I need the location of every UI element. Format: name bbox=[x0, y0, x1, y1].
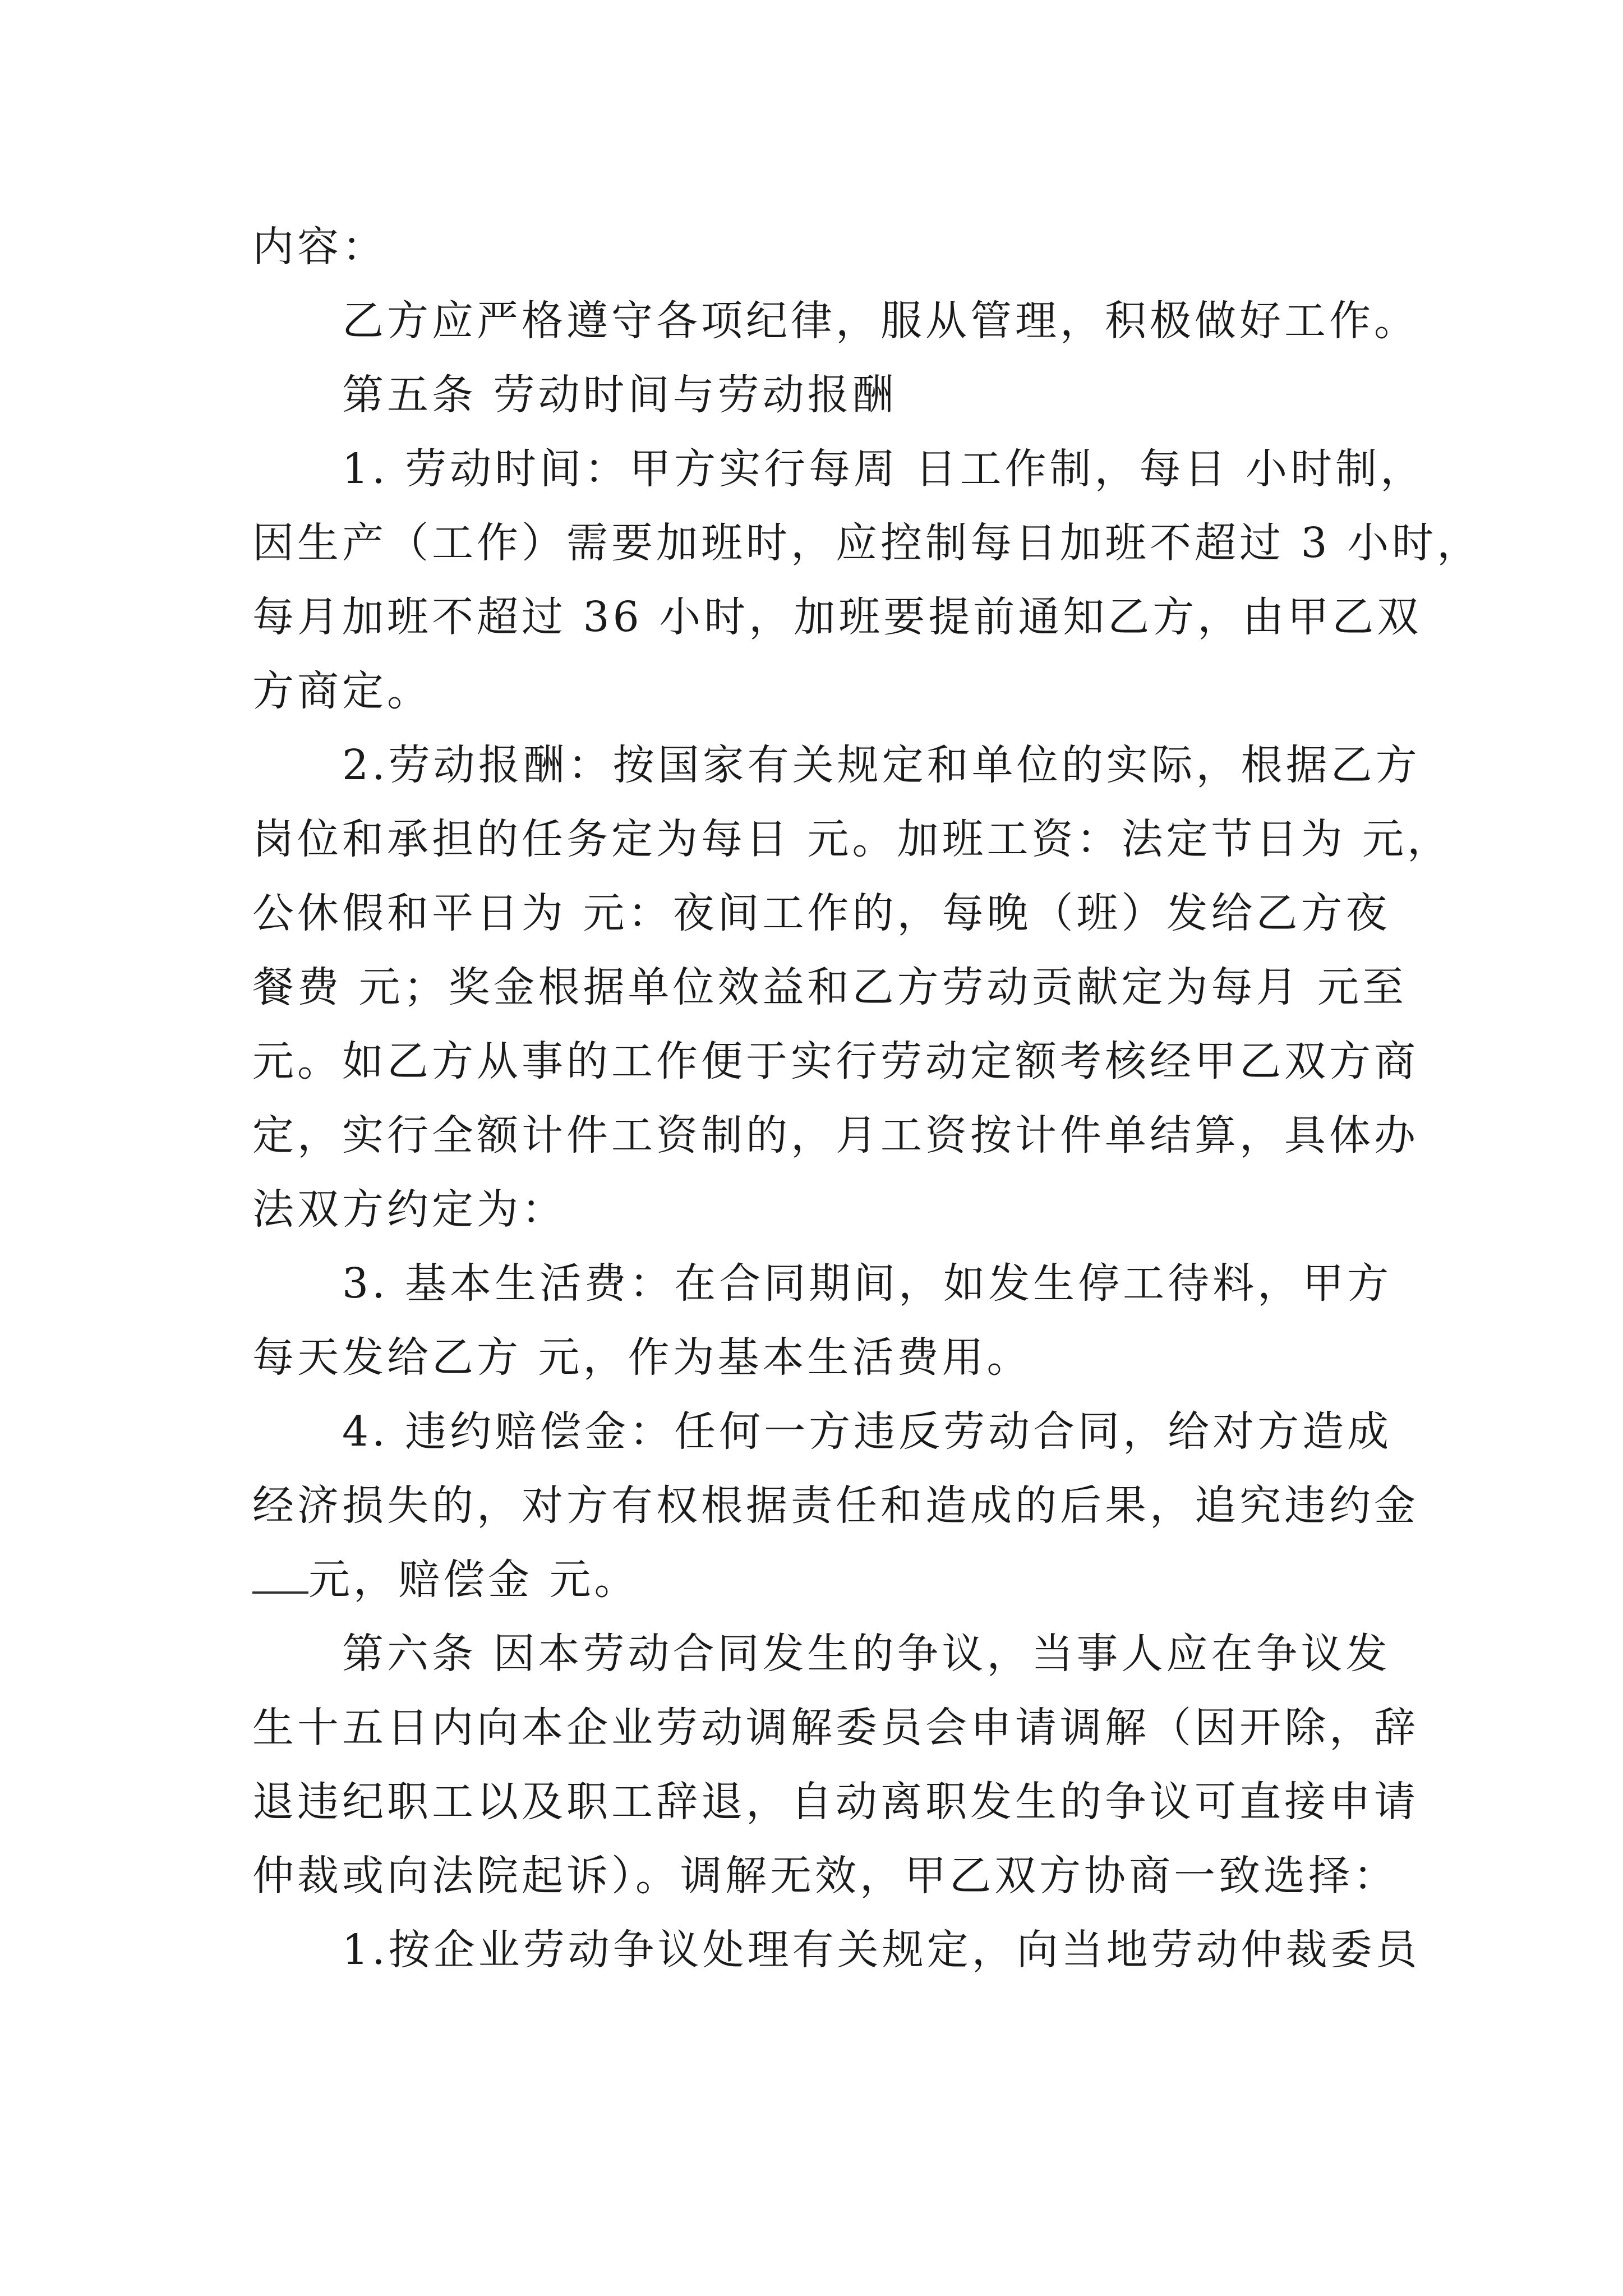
text-line: 每天发给乙方 元，作为基本生活费用。 bbox=[252, 1333, 1032, 1382]
section-heading: 第六条 因本劳动合同发生的争议，当事人应在争议发 bbox=[342, 1630, 1391, 1678]
text-line: 1.按企业劳动争议处理有关规定，向当地劳动仲裁委员 bbox=[342, 1926, 1421, 1974]
text-line: 生十五日内向本企业劳动调解委员会申请调解（因开除，辞 bbox=[252, 1704, 1419, 1752]
text-line: 法双方约定为： bbox=[252, 1185, 566, 1234]
text-line: 每月加班不超过 36 小时，加班要提前通知乙方，由甲乙双 bbox=[252, 593, 1422, 641]
section-heading: 第五条 劳动时间与劳动报酬 bbox=[342, 371, 897, 419]
text-line: 2.劳动报酬：按国家有关规定和单位的实际，根据乙方 bbox=[342, 741, 1421, 789]
text-line: 方商定。 bbox=[252, 667, 432, 715]
text-line: 1. 劳动时间：甲方实行每周 日工作制，每日 小时制， bbox=[342, 445, 1426, 493]
text-line: 内容： bbox=[252, 223, 387, 271]
text-line: 元，赔偿金 元。 bbox=[308, 1556, 639, 1604]
text-line: 乙方应严格遵守各项纪律，服从管理，积极做好工作。 bbox=[342, 297, 1419, 345]
text-line: 岗位和承担的任务定为每日 元。加班工资：法定节日为 元， bbox=[252, 815, 1453, 863]
text-line: 3. 基本生活费：在合同期间，如发生停工待料，甲方 bbox=[342, 1259, 1393, 1308]
text-line: 因生产（工作）需要加班时，应控制每日加班不超过 3 小时， bbox=[252, 519, 1482, 567]
text-line: 4. 违约赔偿金：任何一方违反劳动合同，给对方造成 bbox=[342, 1407, 1393, 1456]
text-line: 定，实行全额计件工资制的，月工资按计件单结算，具体办 bbox=[252, 1111, 1419, 1159]
text-line: 公休假和平日为 元：夜间工作的，每晚（班）发给乙方夜 bbox=[252, 889, 1391, 937]
blank-underline bbox=[252, 1552, 308, 1594]
text-line: 退违纪职工以及职工辞退，自动离职发生的争议可直接申请 bbox=[252, 1778, 1419, 1826]
text-line: 经济损失的，对方有权根据责任和造成的后果，追究违约金 bbox=[252, 1481, 1419, 1530]
text-line: 元。如乙方从事的工作便于实行劳动定额考核经甲乙双方商 bbox=[252, 1037, 1419, 1085]
text-line: 餐费 元；奖金根据单位效益和乙方劳动贡献定为每月 元至 bbox=[252, 963, 1408, 1011]
text-line: 仲裁或向法院起诉）。调解无效，甲乙双方协商一致选择： bbox=[252, 1852, 1398, 1900]
text-line-with-blank bbox=[252, 1549, 1441, 1611]
